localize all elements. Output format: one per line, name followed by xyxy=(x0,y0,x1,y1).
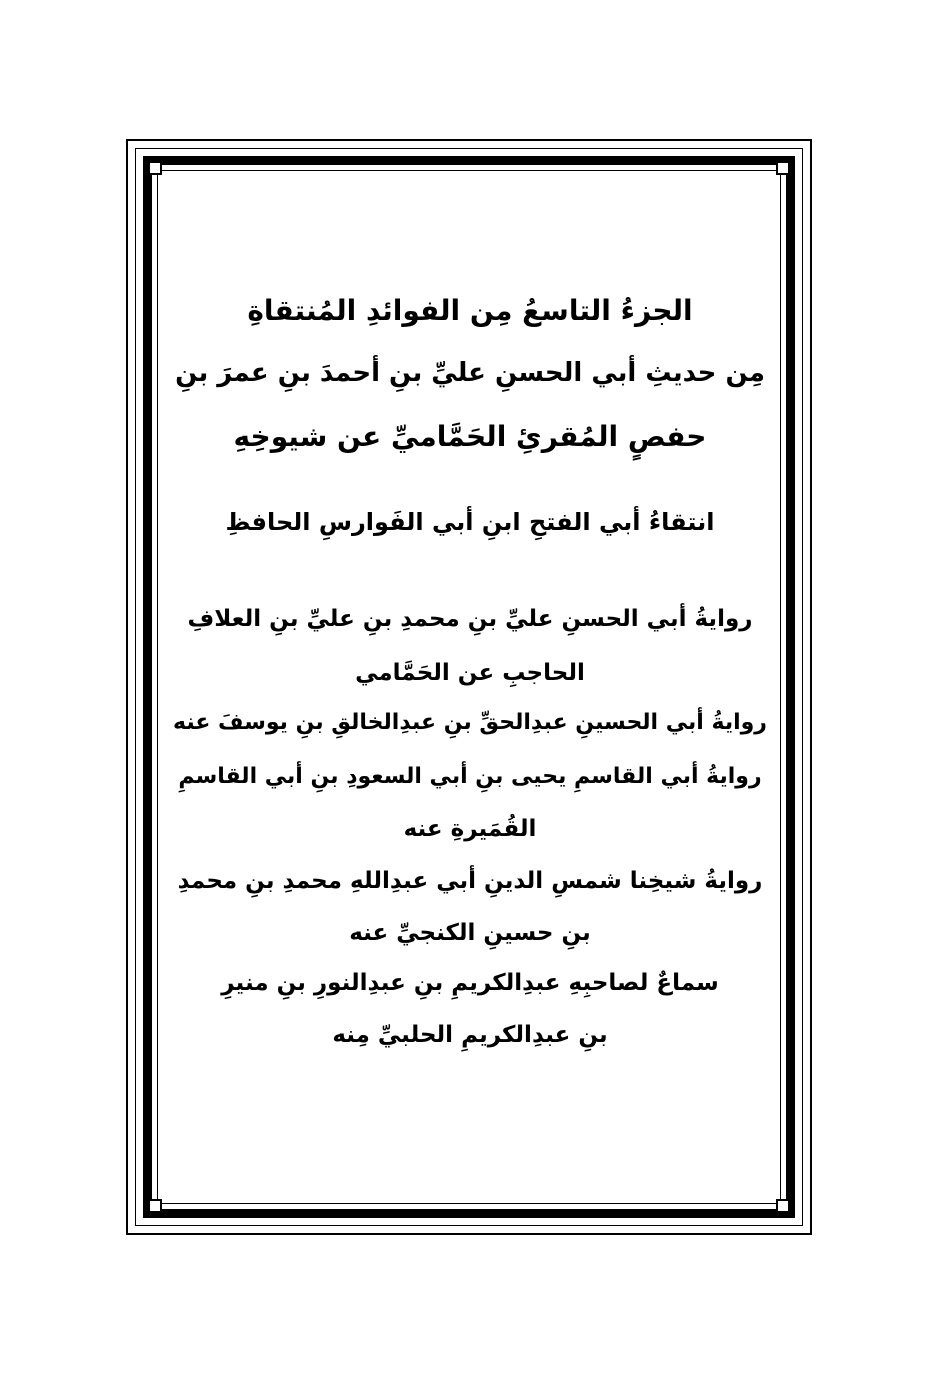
riwaya-line-4: روايةُ أبي القاسمِ يحيى بنِ أبي السعودِ بنِ أبي القاسمِ xyxy=(178,764,762,789)
riwaya-line-5: القُمَيرةِ عنه xyxy=(403,816,537,842)
riwaya-line-2: الحاجبِ عن الحَمَّامي xyxy=(355,660,585,686)
riwaya-line-1: روايةُ أبي الحسنِ عليِّ بنِ محمدِ بنِ عليِّ بنِ العلافِ xyxy=(187,606,753,632)
title-line-1: الجزءُ التاسعُ مِن الفوائدِ المُنتقاةِ xyxy=(247,294,693,327)
corner-ornament-top-right xyxy=(776,161,790,175)
riwaya-line-3: روايةُ أبي الحسينِ عبدِالحقِّ بنِ عبدِالخالقِ بنِ يوسفَ عنه xyxy=(173,710,767,735)
corner-ornament-bottom-right xyxy=(776,1199,790,1213)
riwaya-line-8: سماعٌ لصاحبِهِ عبدِالكريمِ بنِ عبدِالنورِ بنِ منيرِ xyxy=(221,970,719,996)
title-line-2: مِن حديثِ أبي الحسنِ عليِّ بنِ أحمدَ بنِ عمرَ بنِ xyxy=(175,358,765,388)
title-line-3: حفصٍ المُقرئِ الحَمَّاميِّ عن شيوخِهِ xyxy=(233,420,707,453)
corner-ornament-bottom-left xyxy=(148,1199,162,1213)
selection-line: انتقاءُ أبي الفتحِ ابنِ أبي الفَوارسِ الحافظِ xyxy=(225,508,715,536)
corner-ornament-top-left xyxy=(148,161,162,175)
riwaya-line-9: بنِ عبدِالكريمِ الحلبيِّ مِنه xyxy=(332,1022,608,1048)
riwaya-line-7: بنِ حسينِ الكنجيِّ عنه xyxy=(349,920,591,946)
riwaya-line-6: روايةُ شيخِنا شمسِ الدينِ أبي عبدِاللهِ محمدِ بنِ محمدِ xyxy=(177,868,763,894)
